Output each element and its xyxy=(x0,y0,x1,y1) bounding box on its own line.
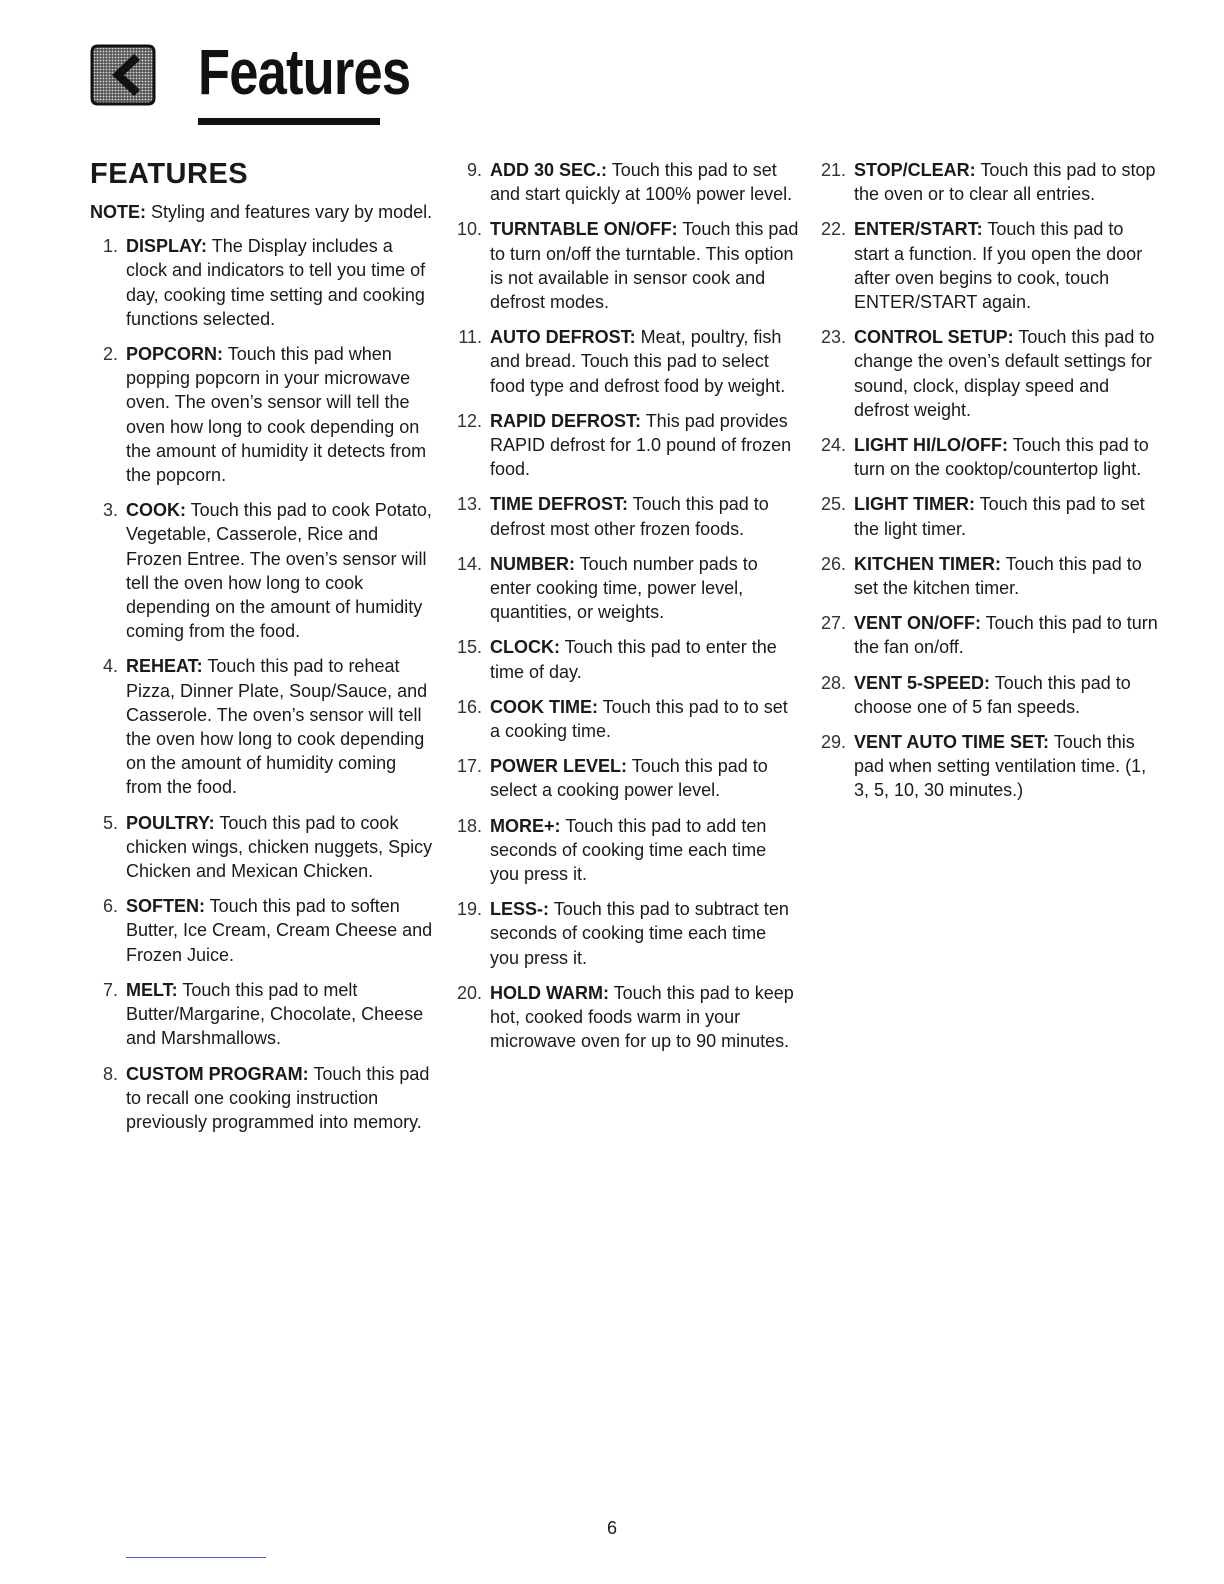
item-desc: Touch this pad to turn on/off the turntable. This option is not available in sensor cook and defrost modes. xyxy=(490,219,799,313)
item-desc: Touch this pad to start a function. If you open the door after oven begins to cook, touch ENTER/START again. xyxy=(854,219,1143,313)
item-text xyxy=(854,730,1163,803)
item-term: COOK: xyxy=(126,500,186,521)
item-desc: Touch this pad to choose one of 5 fan speeds. xyxy=(854,672,1131,717)
feature-item xyxy=(90,342,435,487)
item-term: RAPID DEFROST: xyxy=(490,410,642,431)
item-desc: This pad provides RAPID defrost for 1.0 pound of frozen food. xyxy=(490,410,792,480)
item-number: 5. xyxy=(102,812,118,833)
item-term: STOP/CLEAR: xyxy=(854,160,976,180)
feature-item xyxy=(454,897,799,970)
item-number: 22. xyxy=(820,219,846,240)
arrow-badge-icon xyxy=(90,44,156,106)
item-number: 25. xyxy=(820,494,846,515)
feature-item xyxy=(454,981,799,1054)
item-number: 13. xyxy=(456,494,482,515)
item-text xyxy=(126,654,435,799)
item-term: TURNTABLE ON/OFF: xyxy=(490,219,678,240)
item-term: KITCHEN TIMER: xyxy=(854,553,1001,574)
item-term: COOK TIME: xyxy=(490,696,598,717)
item-term: SOFTEN: xyxy=(126,896,205,917)
item-number: 15. xyxy=(456,637,482,658)
feature-item xyxy=(90,1062,435,1135)
item-desc: Touch this pad to reheat Pizza, Dinner Plate, Soup/Sauce, and Casserole. The oven’s sensor will tell the oven how long to cook depending on the amount of humidity coming from the food. xyxy=(126,656,428,798)
feature-item xyxy=(818,433,1163,481)
feature-item xyxy=(454,814,799,887)
item-number: 27. xyxy=(820,613,846,634)
item-term: CONTROL SETUP: xyxy=(854,327,1014,348)
item-desc: Touch this pad to set the kitchen timer. xyxy=(854,553,1142,599)
item-text xyxy=(126,1062,435,1135)
item-number: 23. xyxy=(820,327,846,348)
item-number: 2. xyxy=(102,344,118,365)
feature-item xyxy=(818,730,1163,803)
item-term: HOLD WARM: xyxy=(490,982,609,1003)
item-desc: The Display includes a clock and indicators to tell you time of day, cooking time setting and cooking functions selected. xyxy=(126,236,426,329)
item-desc: Meat, poultry, fish and bread. Touch this pad to select food type and defrost food by weight. xyxy=(490,327,786,396)
item-text xyxy=(126,811,435,884)
item-number: 6. xyxy=(102,896,118,917)
item-term: ADD 30 SEC.: xyxy=(490,160,608,180)
item-term: TIME DEFROST: xyxy=(490,494,628,515)
item-text xyxy=(854,671,1163,719)
item-desc: Touch this pad to subtract ten seconds of cooking time each time you press it. xyxy=(490,899,789,968)
item-text xyxy=(126,894,435,967)
feature-item xyxy=(454,695,799,743)
item-desc: Touch this pad to soften Butter, Ice Cream, Cream Cheese and Frozen Juice. xyxy=(126,896,433,965)
item-number: 20. xyxy=(456,982,482,1003)
feature-item xyxy=(818,611,1163,659)
item-number: 16. xyxy=(456,696,482,717)
page-header-title: Features xyxy=(198,36,411,108)
feature-item xyxy=(818,325,1163,422)
item-term: NUMBER: xyxy=(490,553,575,574)
item-term: VENT 5-SPEED: xyxy=(854,672,991,693)
item-term: LESS-: xyxy=(490,899,550,920)
item-text xyxy=(490,552,799,625)
item-desc: Touch this pad to set the light timer. xyxy=(854,494,1145,539)
feature-item xyxy=(454,492,799,540)
feature-item xyxy=(90,654,435,799)
item-term: POULTRY: xyxy=(126,812,215,833)
header-underline xyxy=(198,118,380,125)
item-desc: Touch number pads to enter cooking time, power level, quantities, or weights. xyxy=(490,553,758,623)
feature-item xyxy=(90,894,435,967)
item-number: 26. xyxy=(820,553,846,574)
column-1 xyxy=(90,158,435,1145)
column-2 xyxy=(454,158,799,1065)
item-desc: Touch this pad to stop the oven or to clear all entries. xyxy=(854,160,1156,205)
item-desc: Touch this pad to turn the fan on/off. xyxy=(854,613,1158,658)
item-term: MELT: xyxy=(126,979,178,1000)
item-text xyxy=(490,325,799,398)
item-number: 12. xyxy=(456,410,482,431)
item-desc: Touch this pad to recall one cooking instruction previously programmed into memory. xyxy=(126,1063,430,1132)
item-term: REHEAT: xyxy=(126,656,203,677)
item-text xyxy=(126,498,435,643)
feature-item xyxy=(818,158,1163,206)
item-number: 19. xyxy=(456,899,482,920)
item-text xyxy=(854,611,1163,659)
note xyxy=(90,200,435,224)
item-desc: Touch this pad to defrost most other frozen foods. xyxy=(490,494,769,539)
note-text: Styling and features vary by model. xyxy=(146,202,433,222)
item-text xyxy=(854,325,1163,422)
item-number: 24. xyxy=(820,435,846,456)
item-term: CUSTOM PROGRAM: xyxy=(126,1063,309,1084)
item-text xyxy=(490,754,799,802)
item-text xyxy=(490,814,799,887)
item-desc: Touch this pad to cook chicken wings, chicken nuggets, Spicy Chicken and Mexican Chicken. xyxy=(126,812,433,882)
feature-item xyxy=(454,635,799,683)
item-desc: Touch this pad to add ten seconds of cooking time each time you press it. xyxy=(490,815,767,885)
item-desc: Touch this pad to enter the time of day. xyxy=(490,637,777,682)
item-desc: Touch this pad to to set a cooking time. xyxy=(490,696,788,742)
item-number: 14. xyxy=(456,553,482,574)
item-term: LIGHT TIMER: xyxy=(854,494,975,515)
item-number: 10. xyxy=(456,219,482,240)
item-number: 4. xyxy=(102,656,118,677)
feature-item xyxy=(454,158,799,206)
feature-item xyxy=(454,217,799,314)
item-text xyxy=(490,409,799,482)
item-term: AUTO DEFROST: xyxy=(490,327,636,348)
item-text xyxy=(854,552,1163,600)
feature-item xyxy=(818,217,1163,314)
item-text xyxy=(490,981,799,1054)
item-desc: Touch this pad to turn on the cooktop/countertop light. xyxy=(854,435,1149,480)
item-number: 1. xyxy=(102,236,118,257)
item-number: 18. xyxy=(456,815,482,836)
item-number: 11. xyxy=(458,327,482,348)
item-text xyxy=(854,217,1163,314)
item-desc: Touch this pad to melt Butter/Margarine, Chocolate, Cheese and Marshmallows. xyxy=(126,979,424,1049)
item-desc: Touch this pad to cook Potato, Vegetable, Casserole, Rice and Frozen Entree. The oven’s sensor will tell the oven how long to cook depending on the amount of humidity coming from the food. xyxy=(126,500,432,642)
item-number: 7. xyxy=(102,979,118,1000)
footer-link-line[interactable] xyxy=(126,1557,266,1558)
item-text xyxy=(490,158,799,206)
item-term: POWER LEVEL: xyxy=(490,756,628,777)
item-term: CLOCK: xyxy=(490,637,560,658)
feature-item xyxy=(454,552,799,625)
item-term: VENT AUTO TIME SET: xyxy=(854,732,1050,753)
item-text xyxy=(126,342,435,487)
feature-item xyxy=(454,409,799,482)
item-term: VENT ON/OFF: xyxy=(854,613,981,634)
feature-item xyxy=(454,325,799,398)
feature-item xyxy=(90,811,435,884)
item-text xyxy=(854,433,1163,481)
item-number: 28. xyxy=(820,672,846,693)
feature-item xyxy=(818,492,1163,540)
item-text xyxy=(854,158,1163,206)
item-desc: Touch this pad to select a cooking power level. xyxy=(490,756,768,801)
page-number: 6 xyxy=(606,1518,617,1538)
item-term: ENTER/START: xyxy=(854,219,983,240)
column-3 xyxy=(818,158,1163,814)
feature-item xyxy=(454,754,799,802)
item-number: 9. xyxy=(466,160,482,180)
item-term: POPCORN: xyxy=(126,344,224,365)
item-term: MORE+: xyxy=(490,815,561,836)
item-desc: Touch this pad to keep hot, cooked foods warm in your microwave oven for up to 90 minutes. xyxy=(490,982,794,1052)
item-number: 3. xyxy=(102,500,118,521)
note-label: NOTE: xyxy=(90,202,146,222)
item-text xyxy=(490,695,799,743)
item-number: 8. xyxy=(102,1063,118,1084)
feature-item xyxy=(90,978,435,1051)
item-term: DISPLAY: xyxy=(126,236,208,257)
item-desc: Touch this pad to set and start quickly at 100% power level. xyxy=(490,160,793,205)
item-number: 21. xyxy=(820,160,846,180)
feature-item xyxy=(90,234,435,331)
item-text xyxy=(854,492,1163,540)
item-term: LIGHT HI/LO/OFF: xyxy=(854,435,1008,456)
item-text xyxy=(490,492,799,540)
item-text xyxy=(490,897,799,970)
item-number: 29. xyxy=(820,732,846,753)
item-text xyxy=(490,217,799,314)
item-desc: Touch this pad when popping popcorn in your microwave oven. The oven’s sensor will tell the oven how long to cook depending on the amount of humidity it detects from the popcorn. xyxy=(126,344,427,486)
feature-item xyxy=(818,552,1163,600)
item-desc: Touch this pad to change the oven’s default settings for sound, clock, display speed and defrost weight. xyxy=(854,327,1155,420)
item-desc: Touch this pad when setting ventilation time. (1, 3, 5, 10, 30 minutes.) xyxy=(854,732,1147,801)
item-number: 17. xyxy=(456,756,482,777)
feature-item xyxy=(818,671,1163,719)
feature-item xyxy=(90,498,435,643)
item-text xyxy=(126,978,435,1051)
item-text xyxy=(126,234,435,331)
item-text xyxy=(490,635,799,683)
section-title: FEATURES xyxy=(90,158,249,190)
